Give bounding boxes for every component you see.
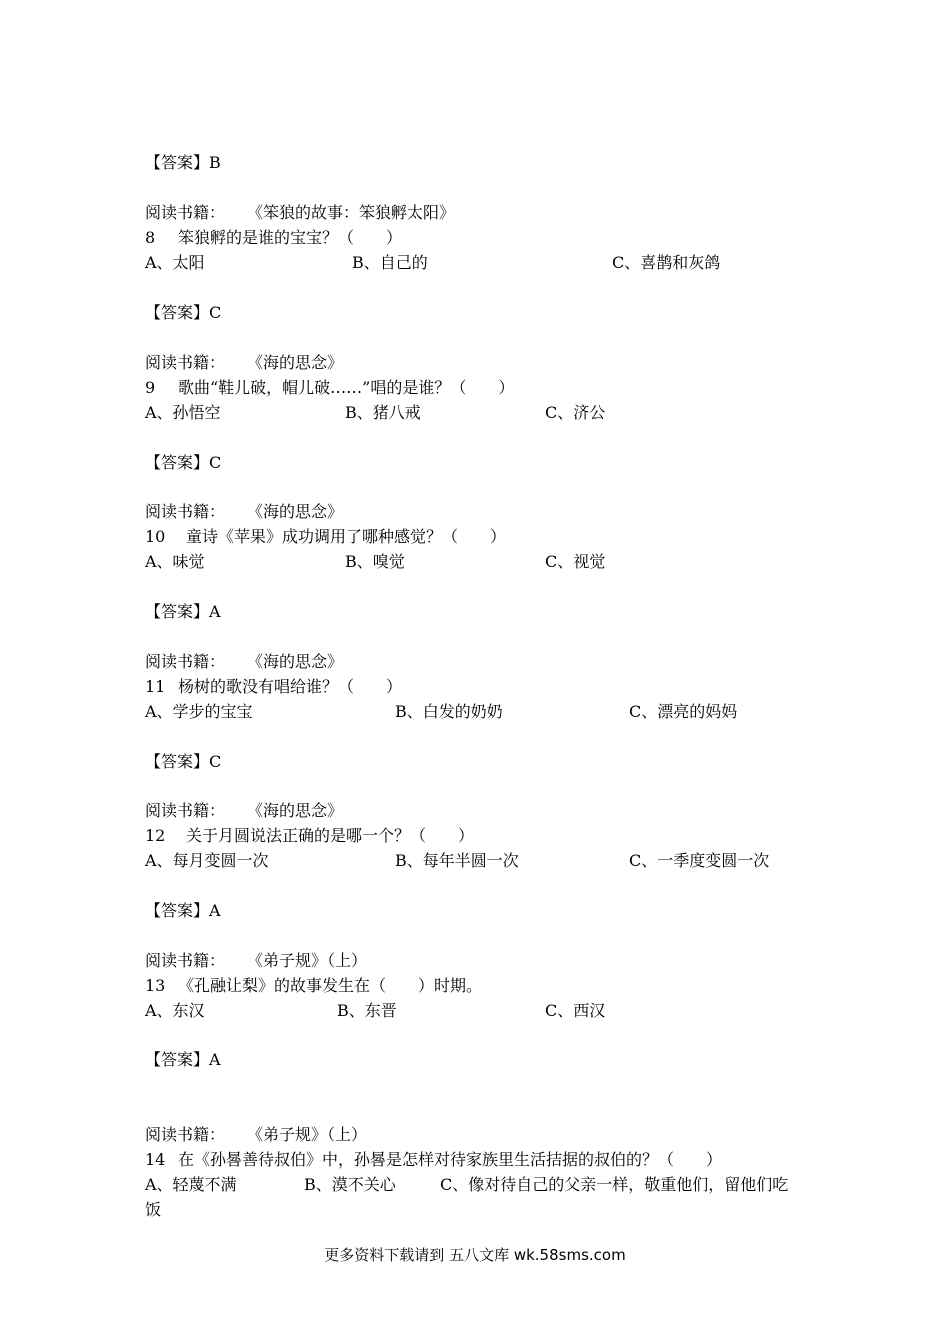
option-a: A、学步的宝宝: [145, 702, 253, 721]
question-text: 歌曲“鞋儿破，帽儿破……”唱的是谁？（ ）: [178, 378, 515, 397]
option-b: B、漠不关心: [304, 1175, 396, 1194]
answer: 【答案】C: [145, 752, 222, 771]
option-c-continuation: 饭: [145, 1200, 162, 1219]
question-text: 关于月圆说法正确的是哪一个？（ ）: [186, 826, 475, 845]
source-title: 《海的思念》: [247, 353, 344, 372]
question-number: 12: [145, 826, 166, 845]
answer: 【答案】A: [145, 901, 221, 920]
question-text: 杨树的歌没有唱给谁？（ ）: [178, 677, 403, 696]
question-text: 在《孙晷善待叔伯》中，孙晷是怎样对待家族里生活拮据的叔伯的？（ ）: [178, 1150, 723, 1169]
option-b: B、猪八戒: [345, 403, 421, 422]
option-a: A、轻蔑不满: [145, 1175, 237, 1194]
option-a: A、太阳: [145, 253, 205, 272]
option-a: A、味觉: [145, 552, 205, 571]
question-number: 13: [145, 976, 166, 995]
option-c: C、济公: [545, 403, 606, 422]
option-c: C、喜鹊和灰鸽: [612, 253, 721, 272]
source-label: 阅读书籍：: [145, 203, 226, 222]
option-b: B、东晋: [337, 1001, 397, 1020]
option-b: B、自己的: [352, 253, 428, 272]
option-c: C、像对待自己的父亲一样，敬重他们，留他们吃: [440, 1175, 789, 1194]
source-title: 《笨狼的故事：笨狼孵太阳》: [247, 203, 456, 222]
answer: 【答案】B: [145, 153, 221, 172]
page-footer: 更多资料下载请到 五八文库 wk.58sms.com: [324, 1246, 626, 1264]
question-number: 11: [145, 677, 166, 696]
question-text: 童诗《苹果》成功调用了哪种感觉？（ ）: [186, 527, 507, 546]
question-number: 14: [145, 1150, 166, 1169]
option-b: B、白发的奶奶: [395, 702, 503, 721]
question-number: 10: [145, 527, 166, 546]
answer: 【答案】A: [145, 602, 221, 621]
source-title: 《弟子规》（上）: [247, 1125, 368, 1144]
option-a: A、东汉: [145, 1001, 205, 1020]
question-number: 8: [145, 228, 156, 247]
source-label: 阅读书籍：: [145, 502, 226, 521]
answer: 【答案】A: [145, 1050, 221, 1069]
option-c: C、一季度变圆一次: [629, 851, 770, 870]
question-text: 笨狼孵的是谁的宝宝？（ ）: [178, 228, 403, 247]
option-b: B、嗅觉: [345, 552, 405, 571]
source-title: 《海的思念》: [247, 652, 344, 671]
option-c: C、漂亮的妈妈: [629, 702, 738, 721]
question-text: 《孔融让梨》的故事发生在（ ）时期。: [178, 976, 483, 995]
question-number: 9: [145, 378, 156, 397]
source-label: 阅读书籍：: [145, 951, 226, 970]
option-a: A、孙悟空: [145, 403, 221, 422]
option-c: C、视觉: [545, 552, 606, 571]
source-title: 《海的思念》: [247, 502, 344, 521]
source-label: 阅读书籍：: [145, 1125, 226, 1144]
source-label: 阅读书籍：: [145, 652, 226, 671]
answer: 【答案】C: [145, 303, 222, 322]
source-title: 《海的思念》: [247, 801, 344, 820]
source-label: 阅读书籍：: [145, 801, 226, 820]
option-b: B、每年半圆一次: [395, 851, 519, 870]
answer: 【答案】C: [145, 453, 222, 472]
option-a: A、每月变圆一次: [145, 851, 269, 870]
source-title: 《弟子规》（上）: [247, 951, 368, 970]
source-label: 阅读书籍：: [145, 353, 226, 372]
option-c: C、西汉: [545, 1001, 606, 1020]
